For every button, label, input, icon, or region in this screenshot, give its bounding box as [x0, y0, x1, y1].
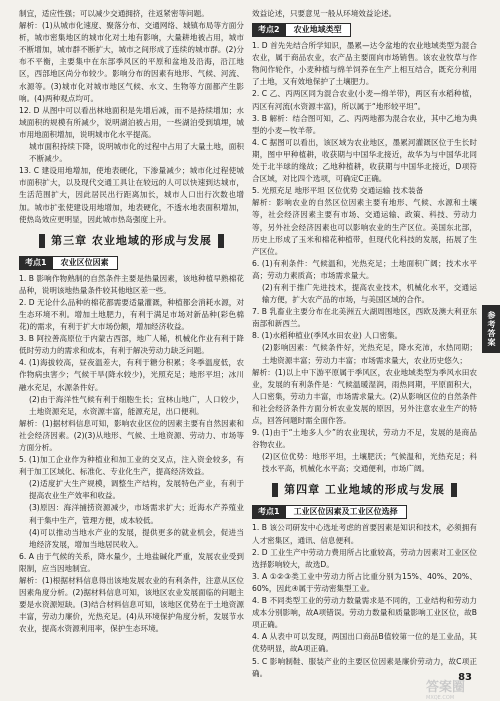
right-line-6: 6. (1)有利条件：气候温和，光热充足；土地面积广阔；技术水平高；劳动力素质高；市场需求量大。	[252, 258, 477, 280]
right-top-line-0: 效益论述，只要意见一般从环境效益论述。	[252, 9, 397, 18]
section-tag-2	[252, 23, 477, 37]
watermark-logo	[426, 676, 496, 701]
left-top-line-1: 解析：(1)从城市化速度、聚落分布、交通网络、城镇布局等方面分析，城市密集地区的城市化对土地有影响，大量耕地被占用，城市不断增加，城市群不断扩大，城市之间形成了连续的城市群。(2)分布不平衡，主要集中在东部季风区的平原和盆地及沿海，沿江地区，西部地区尚分布较少。影响分布的因素有地形、气候、河流、水源等。(3)城市化对城市地区气候、水文、生物等方面都产生影响。(4)两种观点均可。	[19, 21, 244, 103]
answer-12: 12. D 从图中可以看出林地面积是先增后减，而不是持续增加；水域面积的规模有所减少，说明湖泊被占用，一些湖泊受到填埋，城市用地面积增加，说明城市化水平提高。	[19, 105, 244, 139]
tag-label: 考点1	[19, 256, 53, 270]
right-line-9: 8. (1)水稻种植业(季风水田农业) 人口密集。	[252, 331, 403, 341]
right-line-1: 2. C 乙、丙两区同为混合农业(小麦—绵羊带)，两区有水稻种植，丙区有河流(水资源丰富)，所以属于“地形较平坦”。	[252, 89, 477, 111]
chapter-bar-left	[272, 483, 278, 497]
tag-title: 农业区位因素	[53, 256, 118, 270]
tag-title: 农业地域类型	[286, 23, 351, 37]
left-line-9: (4)可以推动当地水产业的发展，提供更多的就业机会，促进当地经济发展，增加当地居民收入。	[29, 527, 244, 549]
left-line-5: 解析：(1)据材料信息可知，影响农业区位的因素主要有自然因素和社会经济因素。(2)(3)从地形、气候、土地资源、劳动力、市场等方面分析。	[19, 418, 244, 452]
chapter-4-heading	[252, 481, 477, 499]
right-line-4: 5. 光照充足 地形平坦 区位优势 交通运输 技术装备	[252, 186, 424, 196]
page-number: 83	[458, 672, 472, 683]
right-line2-0: 1. B 该公司研发中心选址考虑的首要因素是知识和技术，必须拥有人才密集区，通讯、信息便利。	[252, 523, 477, 545]
right-line-13: (2)区位优势：地形平坦，土壤肥沃；气候温和，光热充足；科技水平高，机械化水平高；交通便利，市场广阔。	[262, 452, 477, 474]
right-line-3: 4. C 据图可以看出，该区域为农业地区，墨累河灌溉区位于生长时期，图中甲种植耕，收获期与中国华北接近，故华为与中国华北同处于北半球的缘故；乙地种植耕，收获期与中国华北接近，D项符合区域，对比四个选项，可确定C正确。	[252, 137, 477, 184]
left-line-10: 6. A 由于气候的关系，降水量少，土地盐碱化严重，发展农业受到限制，应当因地制宜。	[19, 551, 244, 573]
left-column	[19, 8, 244, 698]
right-line-5: 解析：影响农业的自然区位因素主要有地形、气候、水源和土壤等，社会经济因素主要有市场、交通运输、政策、科技、劳动力等，另外社会经济因素也可以影响农业的生产区位。美国东北部，历史上形成了玉米和棉花种植带，但现代化科技的发展，拓展了生产区位。	[252, 198, 477, 256]
left-line-11: 解析：(1)根据材料信息得出该地发展农业的有利条件，注意从区位因素角度分析。(2)据材料信息可知，该地区农业发展面临的问题主要是水资源短缺。(3)结合材料信息可知，该地区优势在于土地资源丰富，劳动力廉价，光热充足。(4)从环境保护角度分析，发展节水农业，提高水资源利用率，保护生态环境。	[19, 576, 244, 634]
tag-label: 考点1	[252, 505, 286, 519]
chapter-bar-right	[218, 234, 224, 248]
left-top-line-0: 制宜，适应性强；可以减少交通拥挤，往返紧密等问题。	[19, 9, 209, 18]
right-line-7: (2)有利于推广先进技术，提高农业技术，机械化水平，交通运输方便，扩大农产品的市场，与美国区域的合作。	[262, 282, 477, 305]
left-line-4: (2)由于海洋性气候有利于细胞生长；宜林山地广，人口较少，土地资源充足，水资源丰富，能源充足，出口便利。	[29, 394, 244, 416]
answer-13: 13. C 建设用地增加，使地表硬化，下渗量减少；城市化过程使城市面积扩大，以及现代交通工具让在较远的人可以快速到达城市，生活范围扩大，因此居民出行距离加长，城市人口出行次数也增加。城市扩张使建设用地增加，地表硬化，不透水地表面积增加，使热岛效应更明显，因此城市热岛强度上升。	[19, 166, 244, 224]
right-line-11: 解析：(1)以上中下游平原属于季风区，农业地域类型为季风水田农业，发展的有利条件是：气候温暖湿润，雨热同期，平原面积大，人口密集，劳动力丰富，市场需求量大。(2)从影响区位的自然条件和社会经济条件方面分析农业发展的原因，另外注意农业生产的特点，回答问题时需全面作答。	[252, 367, 477, 425]
right-line-0: 1. D 首先先结合所学知识，墨累—达令盆地的农业地域类型为混合农业，属于商品农业，农产品主要面向市场销售。该农业牧草与作物间作轮作，小麦种植与绵羊饲养在生产上相互结合，既充分利用了土地，又有效地保护了土壤肥力。	[252, 41, 477, 87]
right-line2-4: 4. A 从表中可以发现，两国出口商品B值较第一位的是工业品，其优势明显，故A项正确。	[252, 632, 477, 654]
chapter-bar-right	[451, 483, 457, 497]
left-line-2: 3. B 阿拉善高原位于内蒙古西部，地广人稀，机械化作业有利于降低时劳动力的需求和成本，有利于解决劳动力缺乏问题。	[19, 334, 244, 356]
left-line-7: (2)适度扩大生产规模，调整生产结构，发展特色产业，有利于提高农业生产效率和收益。	[29, 479, 244, 501]
left-line-6: 5. (1)加工企业作为种植业和加工业的交叉点，注入资金较多，有利于加工区域化、标准化、专业化生产，提高经济效益。	[19, 455, 244, 477]
answer-key-side-tab: 参考答案	[482, 305, 500, 353]
left-line-1: 2. D 无论什么品种的棉花都需要适量灌溉，种植都会消耗水源，对生态环境不利。增加土地肥力，有利于满足市场对新品种(彩色棉花)的需求，有利于扩大市场份额，增加经济收益。	[19, 297, 244, 332]
right-line-2: 3. B 解析：结合图可知，乙、丙两地都为混合农业，其中乙地为典型的小麦—牧羊带。	[252, 113, 477, 135]
answer-12-cont: 城市面积持续下降，说明城市化的过程中占用了大量土地，面积不断减少。	[29, 142, 244, 164]
chapter-bar-left	[39, 234, 45, 248]
right-line2-5: 5. C 影响制鞋、服装产业的主要区位因素是廉价劳动力，故C项正确。	[252, 656, 477, 678]
right-line2-3: 4. B 不同类型工业的劳动力数量需求是不同的，工业结构和劳动力成本分别影响，故A项错误。劳动力数量和质量影响工业区位，故B项正确。	[252, 596, 477, 630]
chapter-4-title: 第四章 工业地域的形成与发展	[284, 483, 445, 497]
watermark-subtext: MXQE.COM	[426, 695, 455, 701]
right-line-10: (2)影响因素：气候条件好，光热充足，降水充沛，水热同期；土地资源丰富；劳动力丰富；市场需求量大，农业历史悠久；	[262, 343, 477, 365]
left-line-8: (3)原因：海洋捕捞资源减少，市场需求扩大；近海水产养殖业利于集中生产，管理方便，成本较低。	[29, 503, 244, 525]
right-line-12: 9. (1)由于“土地多人少”的农业现状，劳动力不足，发展的是商品谷物农业。	[252, 428, 477, 450]
section-tag-1	[19, 256, 244, 270]
watermark-text: 答案圈	[426, 680, 466, 695]
chapter-3-heading	[19, 232, 244, 250]
section-tag-3	[252, 505, 477, 519]
tag-label: 考点2	[252, 23, 286, 37]
chapter-3-title: 第三章 农业地域的形成与发展	[51, 233, 212, 247]
right-line-8: 7. B 乳畜业主要分布在北美洲五大湖周围地区，西欧及澳大利亚东南部和新西兰。	[252, 307, 477, 329]
left-line-0: 1. B 影响作物熟制的自然条件主要是热量因素，该地种植早熟棉花品种，说明该地热量条件较其他地区差一些。	[19, 273, 244, 295]
right-line2-1: 2. D 工业生产中劳动力费用所占比重较高，劳动力因素对工业区位选择影响较大，故选D。	[252, 547, 477, 569]
right-line2-2: 3. A ①②③类工业中劳动力所占比重分别为15%、40%、20%、60%，因此④属于劳动密集型工业。	[252, 571, 477, 593]
tag-title: 工业区位因素及工业区位选择	[286, 505, 407, 519]
right-column	[252, 8, 477, 698]
left-line-3: 4. (1)海拔较高，昼夜温差大，有利于糖分积累；冬季温度低，农作物病虫害少；气候干旱(降水较少)，光照充足；地形平坦；冰川融水充足，水源条件好。	[19, 358, 244, 392]
